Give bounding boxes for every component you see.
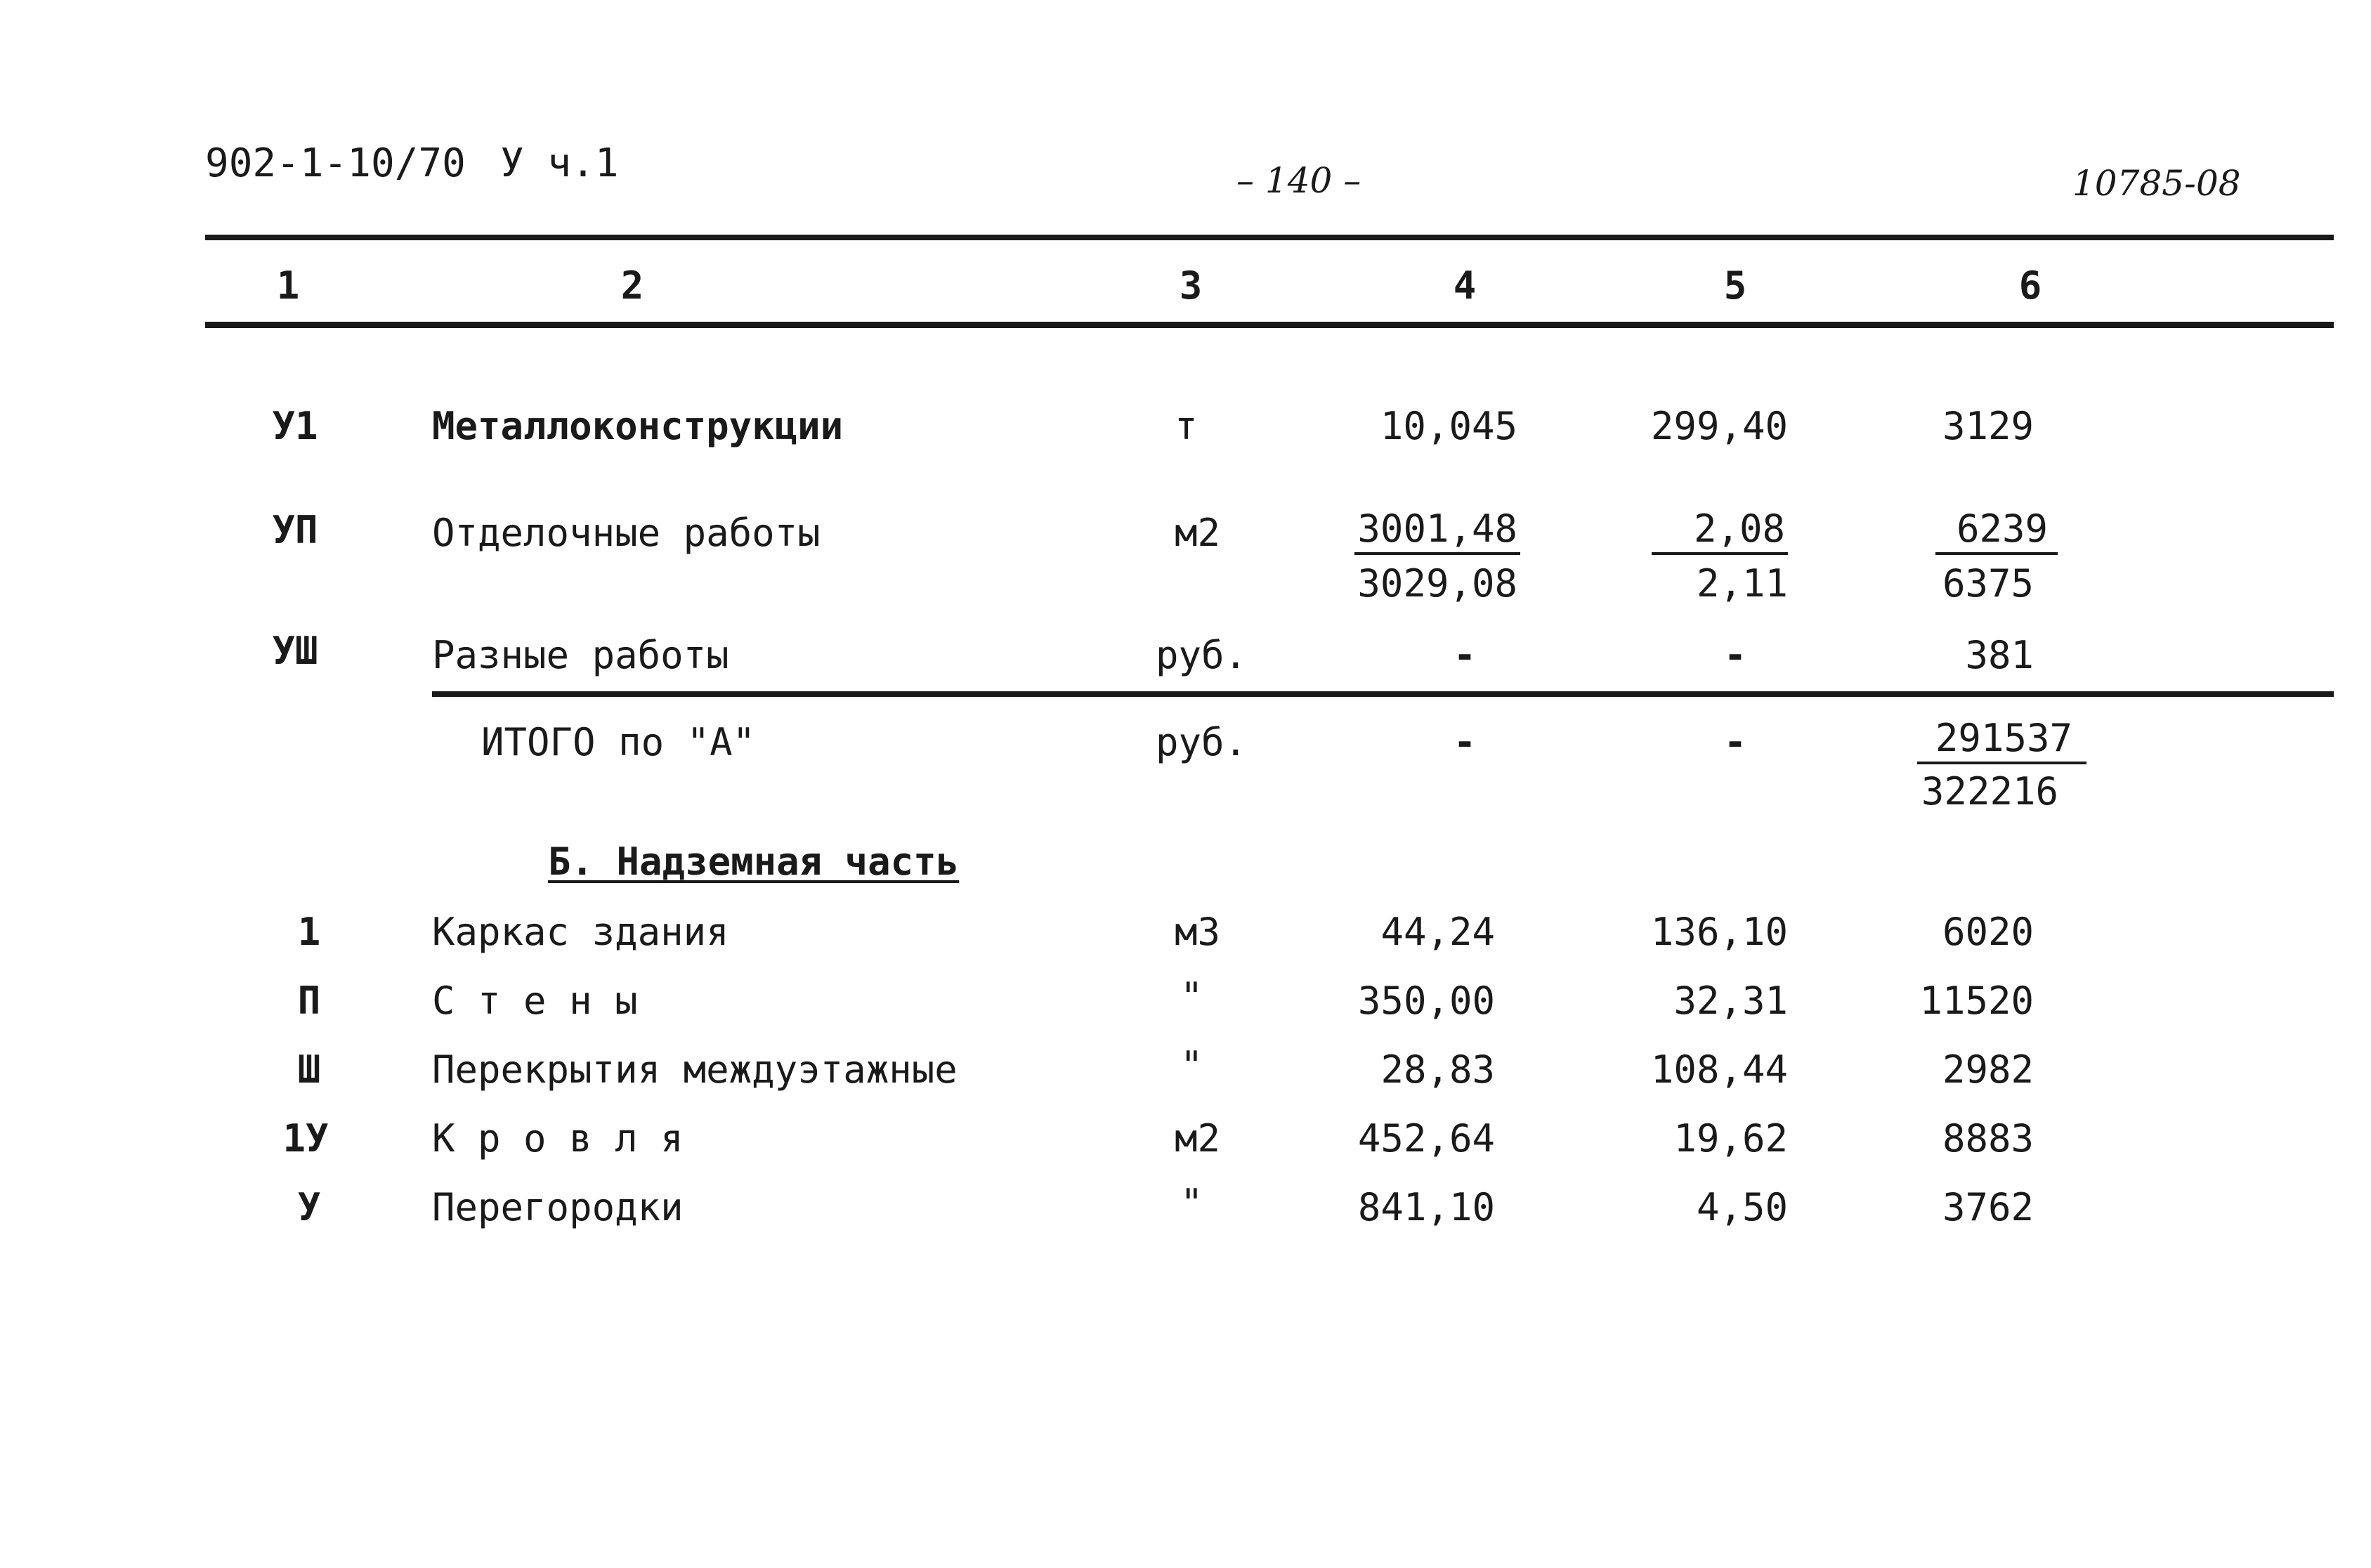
row-price: 32,31 <box>1673 979 1788 1023</box>
row-total: 6020 <box>1942 910 2034 954</box>
row-qty: 841,10 <box>1357 1185 1495 1229</box>
column-header-4: 4 <box>1453 263 1477 308</box>
document-part: У ч.1 <box>500 141 619 186</box>
row-number: Ш <box>297 1047 321 1092</box>
row-qty: 10,045 <box>1380 404 1517 448</box>
column-header-1: 1 <box>276 263 300 308</box>
row-qty <box>1265 507 1520 555</box>
header-bottom-rule <box>205 322 2334 328</box>
row-name: С т е н ы <box>432 979 638 1023</box>
page-number: – 140 – <box>1236 160 1361 201</box>
column-header-3: 3 <box>1179 263 1203 308</box>
row-total: 2982 <box>1942 1047 2034 1092</box>
subtotal-rule <box>432 691 2334 697</box>
row-qty-value: 3001,48 <box>1354 510 1520 555</box>
row-price-alt: 2,11 <box>1696 561 1788 606</box>
sheet-code: 10785-08 <box>2072 163 2241 204</box>
row-total: 8883 <box>1942 1116 2034 1161</box>
row-total: 3762 <box>1942 1185 2034 1229</box>
total-sum-alt: 322216 <box>1921 769 2058 814</box>
row-number: 1 <box>297 910 321 954</box>
row-unit: " <box>1180 1043 1203 1087</box>
row-unit: " <box>1180 1181 1203 1225</box>
row-qty: 350,00 <box>1357 979 1495 1023</box>
row-name: К р о в л я <box>432 1116 684 1161</box>
row-total: 3129 <box>1942 404 2034 448</box>
total-sum <box>1812 716 2086 764</box>
row-qty-alt: 3029,08 <box>1357 561 1517 606</box>
row-unit: " <box>1180 974 1203 1019</box>
row-name: Металлоконструкции <box>432 404 844 448</box>
row-qty: - <box>1453 633 1477 677</box>
column-header-5: 5 <box>1723 263 1747 308</box>
row-number: У1 <box>272 404 318 448</box>
total-label: ИТОГО по "А" <box>481 720 756 764</box>
row-number: 1У <box>282 1116 329 1161</box>
row-name: Перекрытия междуэтажные <box>432 1047 958 1092</box>
row-unit: м2 <box>1175 511 1221 555</box>
row-total: 11520 <box>1919 979 2034 1023</box>
row-price: - <box>1723 633 1747 677</box>
row-name: Разные работы <box>432 633 729 677</box>
row-unit: руб. <box>1156 633 1248 677</box>
row-price <box>1531 507 1788 555</box>
row-total-value: 6239 <box>1935 510 2058 555</box>
column-header-6: 6 <box>2018 263 2042 308</box>
row-qty: 44,24 <box>1380 910 1495 954</box>
row-price: 4,50 <box>1696 1185 1788 1229</box>
row-unit: т <box>1175 404 1198 448</box>
row-number: УП <box>272 508 318 552</box>
row-price-value: 2,08 <box>1652 510 1788 555</box>
row-name: Перегородки <box>432 1185 684 1229</box>
row-price: 108,44 <box>1650 1047 1788 1092</box>
total-sum-value: 291537 <box>1917 719 2086 764</box>
row-price: 19,62 <box>1673 1116 1788 1161</box>
section-title: Б. Надземная часть <box>548 839 960 884</box>
row-unit: м2 <box>1175 1116 1221 1161</box>
total-qty: - <box>1453 720 1477 764</box>
total-unit: руб. <box>1156 720 1248 764</box>
row-total-alt: 6375 <box>1942 561 2034 606</box>
row-number: УШ <box>272 629 318 673</box>
row-number: У <box>297 1185 321 1229</box>
column-header-2: 2 <box>620 263 644 308</box>
total-price: - <box>1723 720 1747 764</box>
row-name: Каркас здания <box>432 910 729 954</box>
row-qty: 452,64 <box>1357 1116 1495 1161</box>
row-price: 136,10 <box>1650 910 1788 954</box>
header-top-rule <box>205 235 2334 240</box>
row-price: 299,40 <box>1650 404 1788 448</box>
document-code: 902-1-10/70 <box>205 141 466 186</box>
row-number: П <box>297 979 321 1023</box>
row-qty: 28,83 <box>1380 1047 1495 1092</box>
row-total <box>1798 507 2058 555</box>
row-total: 381 <box>1965 633 2034 677</box>
row-unit: м3 <box>1175 910 1221 954</box>
row-name: Отделочные работы <box>432 511 821 555</box>
